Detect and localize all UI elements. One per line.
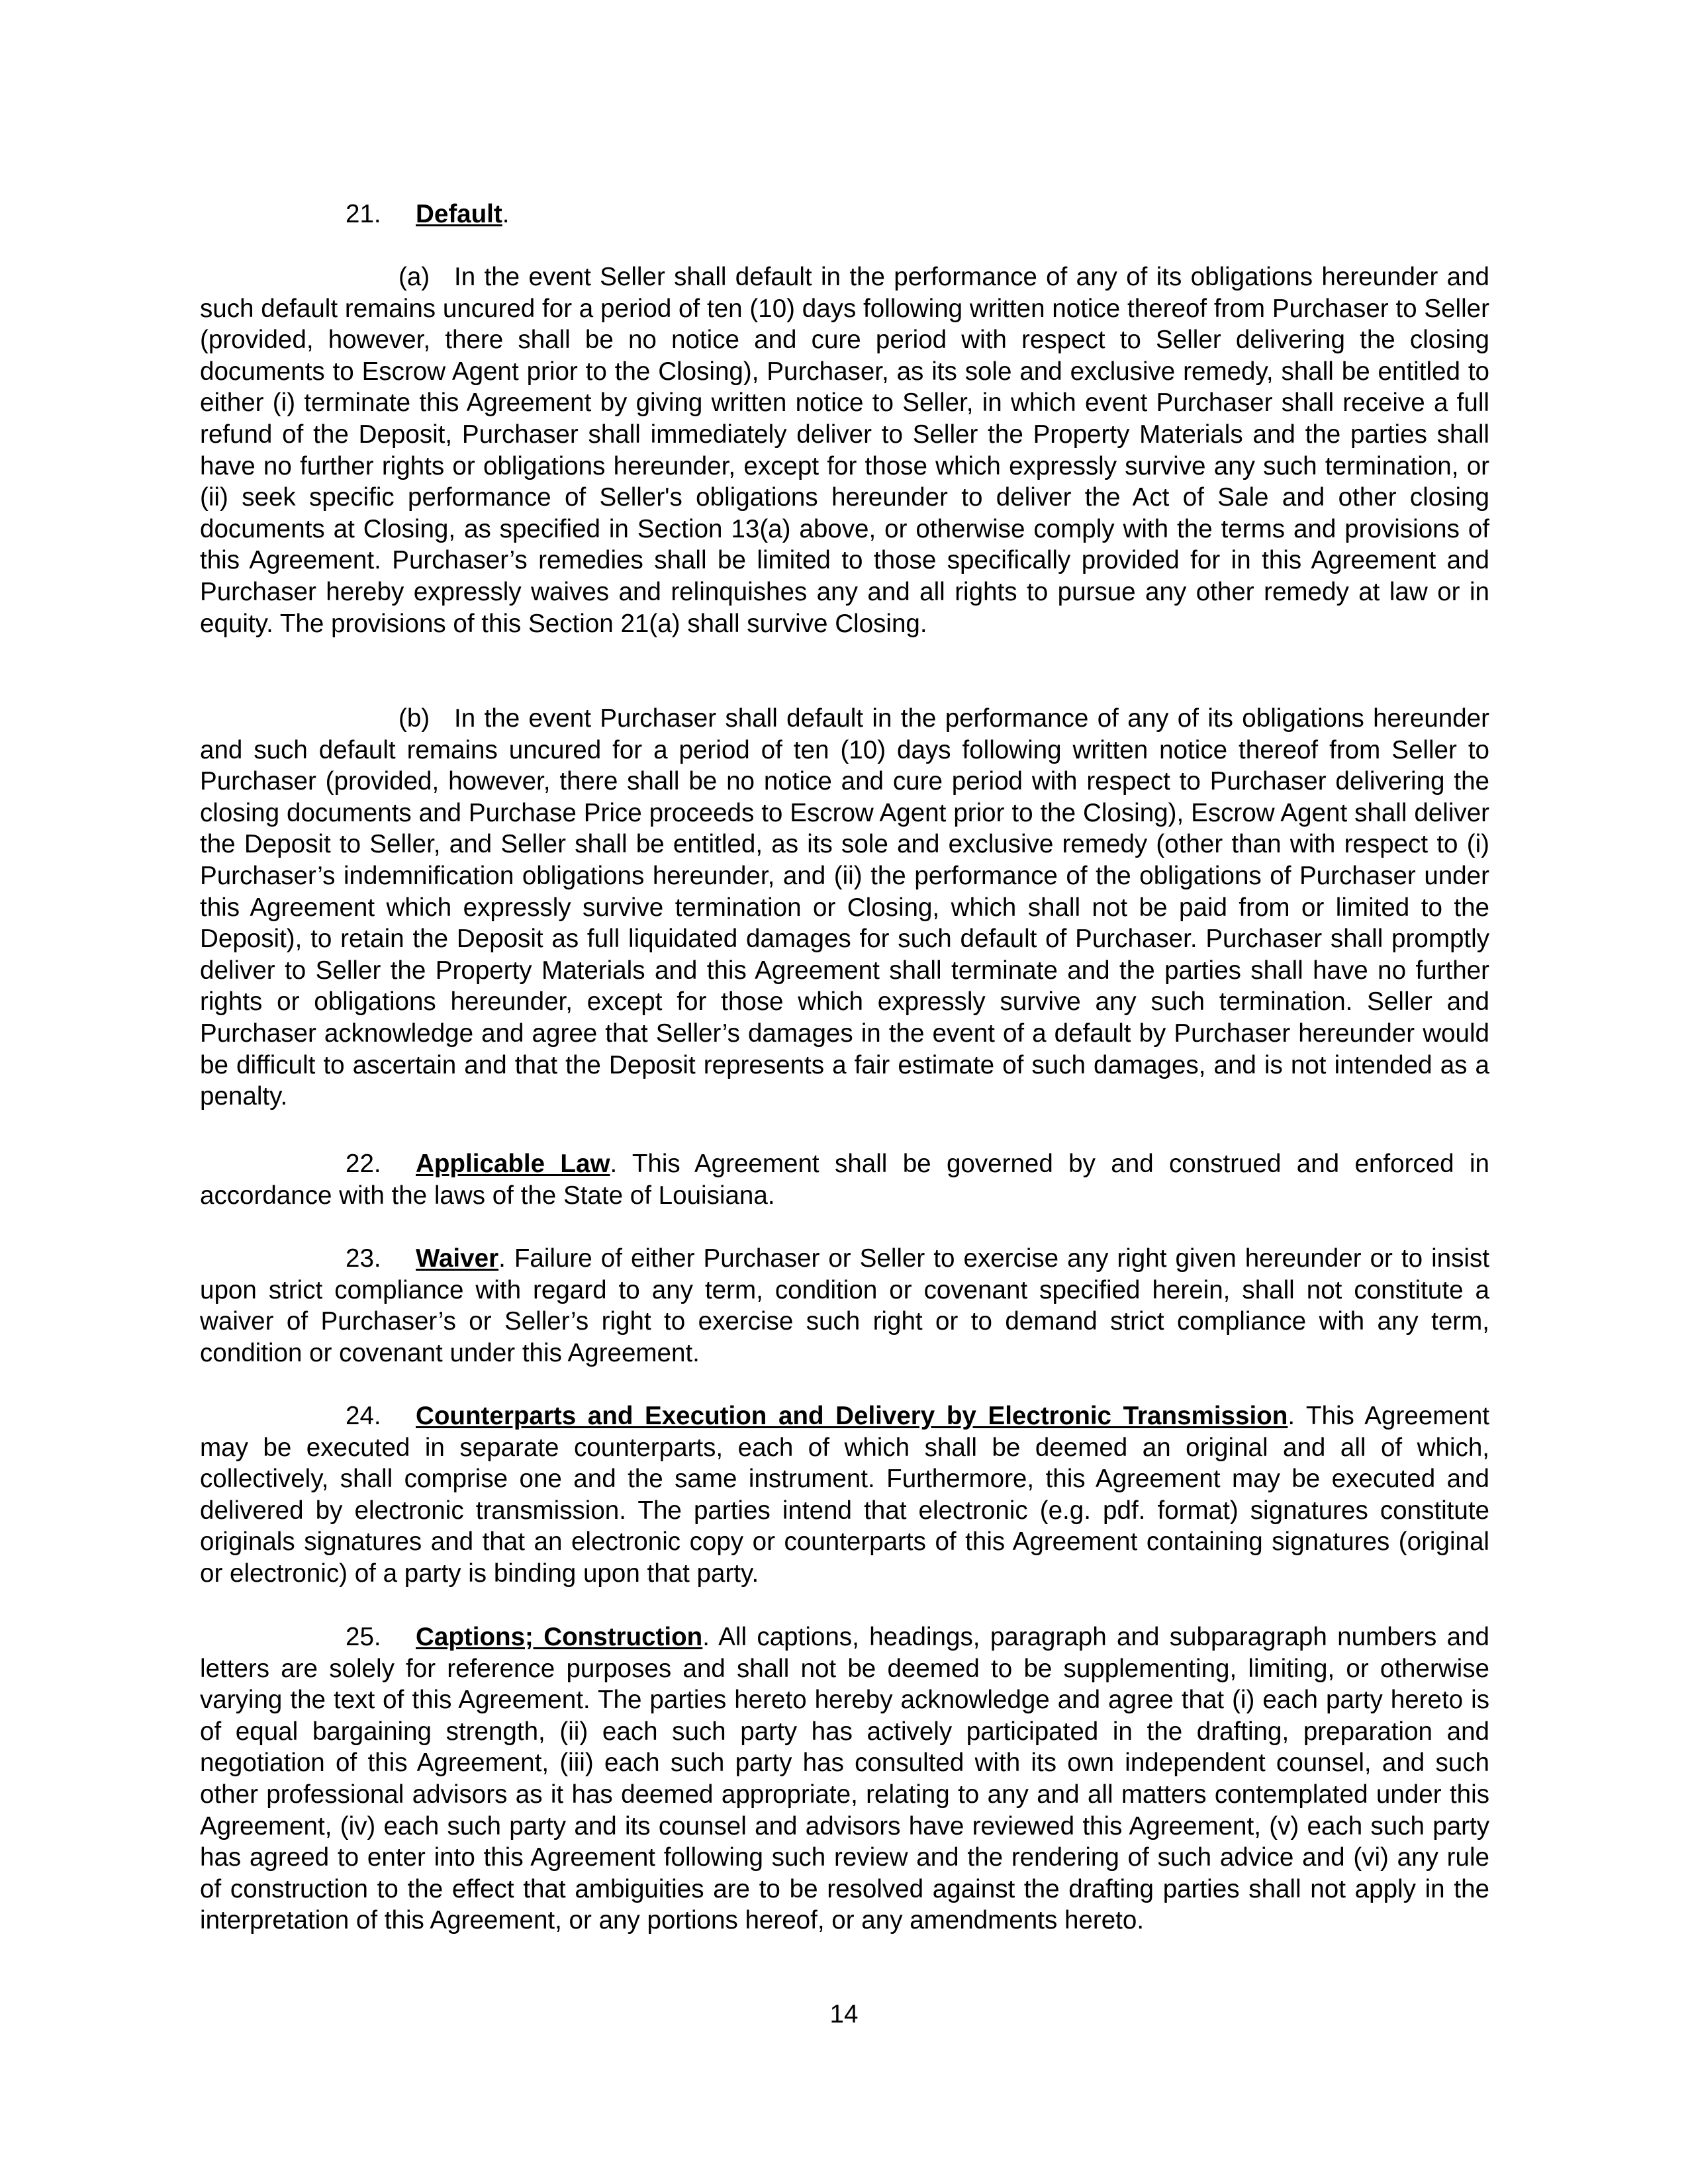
section-number: 24. — [346, 1402, 381, 1430]
section-24-paragraph — [200, 1400, 1489, 1590]
subsection-label: (b) — [399, 704, 430, 733]
section-21a-paragraph — [200, 261, 1489, 639]
section-text: . This Agreement shall be governed by and construed and enforced in accordance with the laws of the State of Louisiana. — [200, 1150, 1489, 1210]
subsection-text: In the event Seller shall default in the performance of any of its obligations hereunder and such default remains uncured for a period of ten (10) days following written notice thereof from Purchaser to Seller (provided, however, there shall be no notice and cure period with respect to Seller delivering the closing documents to Escrow Agent prior to the Closing), Purchaser, as its sole and exclusive remedy, shall be entitled to either (i) terminate this Agreement by giving written notice to Seller, in which event Purchaser shall receive a full refund of the Deposit, Purchaser shall immediately deliver to Seller the Property Materials and the parties shall have no further rights or obligations hereunder, except for those which expressly survive any such termination, or (ii) seek specific performance of Seller's obligations hereunder to deliver the Act of Sale and other closing documents at Closing, as specified in Section 13(a) above, or otherwise comply with the terms and provisions of this Agreement. Purchaser’s remedies shall be limited to those specifically provided for in this Agreement and Purchaser hereby expressly waives and relinquishes any and all rights to pursue any other remedy at law or in equity. The provisions of this Section 21(a) shall survive Closing. — [200, 263, 1489, 638]
page-number: 14 — [829, 2000, 859, 2028]
section-heading: Waiver — [416, 1244, 499, 1273]
section-23-paragraph — [200, 1243, 1489, 1369]
section-text: . Failure of either Purchaser or Seller to exercise any right given hereunder or to insist upon strict compliance with regard to any term, condition or covenant specified herein, shall not constitute a waiver of Purchaser’s or Seller’s right to exercise such right or to demand strict compliance with any term, condition or covenant under this Agreement. — [200, 1244, 1489, 1367]
section-heading: Default — [416, 200, 502, 228]
section-text: . This Agreement may be executed in separate counterparts, each of which shall be deemed an original and all of which, collectively, shall comprise one and the same instrument. Furthermore, this Agreement may be executed and delivered by electronic transmission. The parties intend that electronic (e.g. pdf. format) signatures constitute originals signatures and that an electronic copy or counterparts of this Agreement containing signatures (original or electronic) of a party is binding upon that party. — [200, 1402, 1489, 1588]
subsection-label: (a) — [399, 263, 430, 291]
section-25-paragraph — [200, 1621, 1489, 1936]
section-number: 23. — [346, 1244, 381, 1273]
section-heading: Counterparts and Execution and Delivery by Electronic Transmission — [416, 1402, 1288, 1430]
subsection-text: In the event Purchaser shall default in the performance of any of its obligations hereunder and such default remains uncured for a period of ten (10) days following written notice thereof from Seller to Purchaser (provided, however, there shall be no notice and cure period with respect to Purchaser delivering the closing documents and Purchase Price proceeds to Escrow Agent prior to the Closing), Escrow Agent shall deliver the Deposit to Seller, and Seller shall be entitled, as its sole and exclusive remedy (other than with respect to (i) Purchaser’s indemnification obligations hereunder, and (ii) the performance of the obligations of Purchaser under this Agreement which expressly survive termination or Closing, which shall not be paid from or limited to the Deposit), to retain the Deposit as full liquidated damages for such default of Purchaser. Purchaser shall promptly deliver to Seller the Property Materials and this Agreement shall terminate and the parties shall have no further rights or obligations hereunder, except for those which expressly survive any such termination. Seller and Purchaser acknowledge and agree that Seller’s damages in the event of a default by Purchaser hereunder would be difficult to ascertain and that the Deposit represents a fair estimate of such damages, and is not intended as a penalty. — [200, 704, 1489, 1111]
section-text: . All captions, headings, paragraph and subparagraph numbers and letters are solely for reference purposes and shall not be deemed to be supplementing, limiting, or otherwise varying the text of this Agreement. The parties hereto hereby acknowledge and agree that (i) each party hereto is of equal bargaining strength, (ii) each such party has actively participated in the drafting, preparation and negotiation of this Agreement, (iii) each such party has consulted with its own independent counsel, and such other professional advisors as it has deemed appropriate, relating to any and all matters contemplated under this Agreement, (iv) each such party and its counsel and advisors have reviewed this Agreement, (v) each such party has agreed to enter into this Agreement following such review and the rendering of such advice and (vi) any rule of construction to the effect that ambiguities are to be resolved against the drafting parties shall not apply in the interpretation of this Agreement, or any portions hereof, or any amendments hereto. — [200, 1623, 1489, 1935]
section-heading: Captions; Construction — [416, 1623, 703, 1651]
section-21-heading-paragraph — [200, 199, 1489, 230]
section-number: 22. — [346, 1150, 381, 1178]
section-22-paragraph — [200, 1148, 1489, 1211]
section-number: 25. — [346, 1623, 381, 1651]
heading-period: . — [502, 200, 510, 228]
section-21b-paragraph — [200, 703, 1489, 1113]
section-heading: Applicable Law — [416, 1150, 610, 1178]
section-number: 21. — [346, 200, 381, 228]
